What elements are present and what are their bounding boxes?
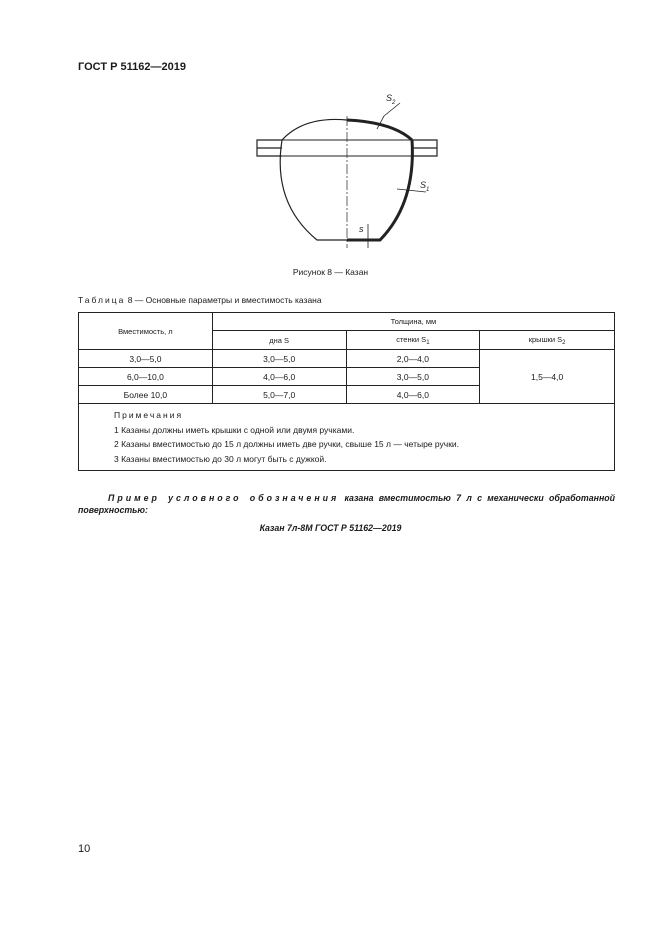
label-s2: $S_2$ [386,93,396,106]
document-header: ГОСТ Р 51162—2019 [78,61,186,73]
handle-left [257,140,282,156]
table-title [78,295,322,305]
body-outline-left [280,140,347,240]
header-thickness: Толщина, мм [212,313,614,331]
label-s: s [359,224,364,234]
cell-walls: 4,0—6,0 [346,386,480,404]
cell-bottom: 3,0—5,0 [212,350,346,368]
cell-bottom: 4,0—6,0 [212,368,346,386]
table-title-text: 8 — Основные параметры и вместимость казана [127,295,322,305]
cell-walls: 3,0—5,0 [346,368,480,386]
note-item: 3 Казаны вместимостью до 30 л могут быть с дужкой. [114,453,327,464]
cell-capacity: 3,0—5,0 [79,350,213,368]
header-walls: стенки $S_1$ [346,331,480,350]
table-title-word: Таблица [78,295,126,305]
cell-capacity: Более 10,0 [79,386,213,404]
parameters-table [78,312,615,471]
table-row [79,350,615,368]
body-section-right [347,140,412,240]
notes-title: Примечания [114,410,184,420]
cauldron-drawing [240,88,440,258]
table-notes [79,404,615,471]
label-s1: $S_1$ [420,180,430,193]
designation-example [78,492,615,516]
figure-caption: Рисунок 8 — Казан [292,267,369,277]
lid-section [347,120,412,140]
note-item: 1 Казаны должны иметь крышки с одной или двумя ручками. [114,424,355,435]
cell-walls: 2,0—4,0 [346,350,480,368]
header-lid: крышки $S_2$ [480,331,615,350]
page-number: 10 [78,843,91,855]
header-bottom: дна S [212,331,346,350]
example-text: казана вместимостью 7 л с механически обработанной поверхностью: [78,493,615,515]
cell-bottom: 5,0—7,0 [212,386,346,404]
designation-line: Казан 7л-8М ГОСТ Р 51162—2019 [259,523,402,533]
cell-capacity: 6,0—10,0 [79,368,213,386]
handle-right [412,140,437,156]
note-item: 2 Казаны вместимостью до 15 л должны иметь две ручки, свыше 15 л — четыре ручки. [114,439,460,449]
cell-lid: 1,5—4,0 [480,350,615,404]
header-capacity: Вместимость, л [79,313,213,350]
example-lead: Пример условного обозначения [108,493,340,503]
